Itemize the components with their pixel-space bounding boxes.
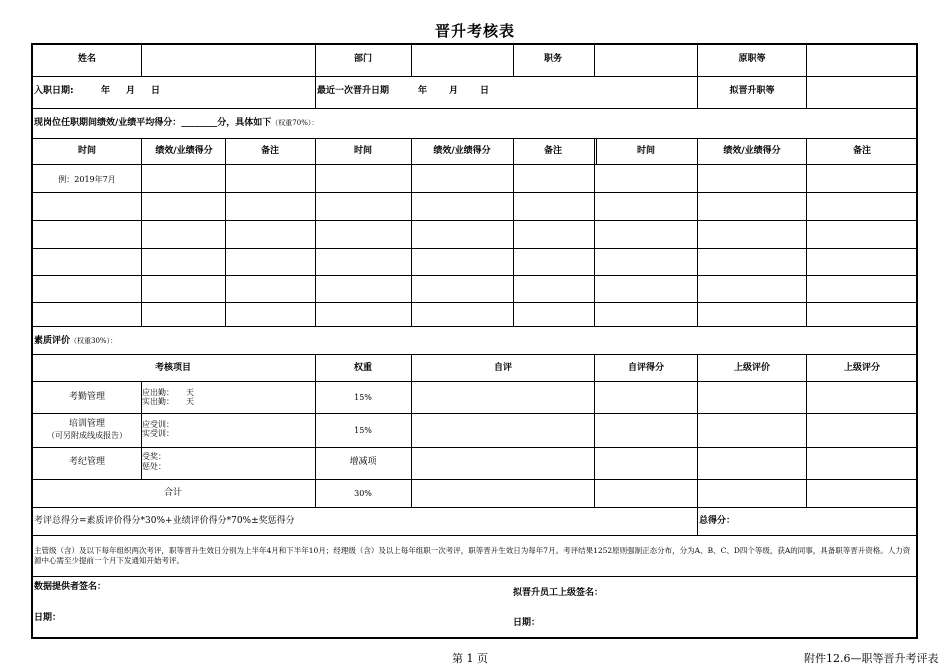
- grid-line-vertical: [513, 44, 514, 76]
- attachment-label: 附件12.6—职等晋升考评表: [804, 652, 939, 665]
- col-score-2: 绩效/业绩得分: [433, 146, 491, 156]
- col-time-3: 时间: [636, 146, 656, 156]
- grid-line-vertical: [806, 44, 807, 76]
- grid-line-vertical: [315, 76, 316, 108]
- grid-line-horizontal: [32, 108, 917, 109]
- attendance-due: 应出勤： 天: [142, 388, 194, 397]
- grid-line-vertical: [141, 138, 142, 326]
- hire-year-label: 年: [101, 86, 111, 96]
- data-provider-signature: 数据提供者签名：: [34, 582, 107, 592]
- grid-line-horizontal: [32, 248, 917, 249]
- position-label: 职务: [543, 54, 563, 64]
- grid-line-vertical: [225, 138, 226, 326]
- col-time-1: 时间: [77, 146, 97, 156]
- col-note-2: 备注: [543, 146, 563, 156]
- grid-line-vertical: [806, 76, 807, 108]
- grid-line-vertical: [697, 507, 698, 535]
- discipline-item: 考纪管理: [68, 457, 106, 467]
- last-promotion-label: 最近一次晋升日期: [317, 86, 390, 96]
- policy-note: 主管级（含）及以下每年组织两次考评，职等晋升生效日分别为上半年4月和下半年10月；经理级（含）及以上每年组职一次考评，职等晋升生效日为每年7月。考评结果1252原则强制正态分布，分为A、B、C、D四个等级，获A的同事，具备职等晋升资格。人力资源中心需至少提前一个月下发通知开始考评。: [34, 546, 911, 565]
- grid-line-vertical: [315, 354, 316, 507]
- supervisor-signature: 拟晋升员工上级签名：: [513, 588, 604, 598]
- col-weight: 权重: [353, 363, 373, 373]
- attendance-weight: 15%: [354, 393, 372, 402]
- grid-line-vertical: [806, 138, 807, 326]
- col-note-3: 备注: [852, 146, 872, 156]
- grid-line-vertical: [411, 354, 412, 507]
- performance-heading-text: 现岗位任职期间绩效/业绩平均得分：________分，具体如下: [34, 118, 272, 128]
- training-item-note: （可另附成线成报告）: [47, 431, 127, 440]
- col-sup-score: 上级评分: [843, 363, 881, 373]
- grid-line-horizontal: [32, 326, 917, 327]
- grid-line-vertical: [315, 44, 316, 76]
- grid-line-vertical: [594, 44, 595, 76]
- grid-line-horizontal: [32, 413, 917, 414]
- date-label-left: 日期：: [34, 613, 62, 623]
- grid-line-vertical: [411, 138, 412, 326]
- training-weight: 15%: [354, 426, 372, 435]
- grid-line-vertical: [141, 44, 142, 76]
- grid-line-horizontal: [32, 447, 917, 448]
- grid-line-vertical: [594, 354, 595, 507]
- grid-line-horizontal: [32, 507, 917, 508]
- grid-line-vertical: [806, 354, 807, 507]
- hire-month-label: 月: [126, 86, 136, 96]
- col-time-2: 时间: [353, 146, 373, 156]
- total-weight: 30%: [354, 489, 372, 498]
- grid-line-horizontal: [32, 354, 917, 355]
- discipline-weight: 增减项: [349, 457, 377, 467]
- col-self-score: 自评得分: [627, 363, 665, 373]
- discipline-reward: 受奖：: [142, 452, 166, 461]
- grid-line-vertical: [411, 44, 412, 76]
- col-score-1: 绩效/业绩得分: [155, 146, 213, 156]
- promo-day-label: 日: [480, 86, 490, 96]
- score-formula: 考评总得分=素质评价得分*30%+业绩评价得分*70%±奖惩得分: [34, 516, 295, 526]
- grid-line-vertical: [315, 138, 316, 326]
- grid-line-horizontal: [32, 76, 917, 77]
- hire-date-label: 入职日期:: [34, 86, 74, 96]
- promo-year-label: 年: [418, 86, 428, 96]
- discipline-penalty: 惩处：: [142, 462, 166, 471]
- grid-line-vertical: [513, 138, 514, 326]
- original-grade-label: 原职等: [738, 54, 766, 64]
- attendance-actual: 实出勤： 天: [142, 397, 194, 406]
- grid-line-vertical: [697, 138, 698, 326]
- performance-weight: （权重70%）：: [271, 119, 319, 127]
- grid-line-vertical: [697, 354, 698, 507]
- date-label-right: 日期：: [513, 618, 541, 628]
- page-number: 第 1 页: [452, 652, 488, 665]
- col-item: 考核项目: [154, 363, 192, 373]
- quality-weight: （权重30%）：: [70, 337, 118, 345]
- grid-line-horizontal: [32, 479, 917, 480]
- grid-line-horizontal: [32, 138, 917, 139]
- grid-line-horizontal: [32, 381, 917, 382]
- grid-line-horizontal: [32, 275, 917, 276]
- form-title: 晋升考核表: [434, 22, 515, 40]
- quality-heading-text: 素质评价: [34, 336, 71, 346]
- grid-line-horizontal: [32, 576, 917, 577]
- target-grade-label: 拟晋升职等: [729, 86, 775, 96]
- hire-day-label: 日: [151, 86, 161, 96]
- grid-line-horizontal: [32, 192, 917, 193]
- total-label: 合计: [163, 488, 183, 498]
- training-actual: 实受训：: [142, 429, 174, 438]
- name-label: 姓名: [77, 54, 97, 64]
- training-item: 培训管理: [68, 419, 106, 429]
- col-sup-eval: 上级评价: [733, 363, 771, 373]
- grid-line-horizontal: [32, 220, 917, 221]
- promo-month-label: 月: [449, 86, 459, 96]
- col-score-3: 绩效/业绩得分: [723, 146, 781, 156]
- example-date: 例：2019年7月: [58, 175, 116, 184]
- grid-line-horizontal: [32, 164, 917, 165]
- department-label: 部门: [353, 54, 373, 64]
- grid-line-vertical: [141, 381, 142, 479]
- grid-line-horizontal: [32, 302, 917, 303]
- training-due: 应受训：: [142, 420, 174, 429]
- grid-line-vertical: [697, 44, 698, 76]
- quality-heading: [34, 336, 117, 347]
- grid-line-vertical: [594, 138, 595, 326]
- performance-heading: [34, 118, 318, 129]
- col-self: 自评: [493, 363, 513, 373]
- grid-line-vertical: [697, 76, 698, 108]
- grid-line-vertical: [596, 138, 597, 164]
- grid-line-horizontal: [32, 535, 917, 536]
- total-score-label: 总得分：: [699, 516, 736, 526]
- col-note-1: 备注: [260, 146, 280, 156]
- attendance-item: 考勤管理: [68, 392, 106, 402]
